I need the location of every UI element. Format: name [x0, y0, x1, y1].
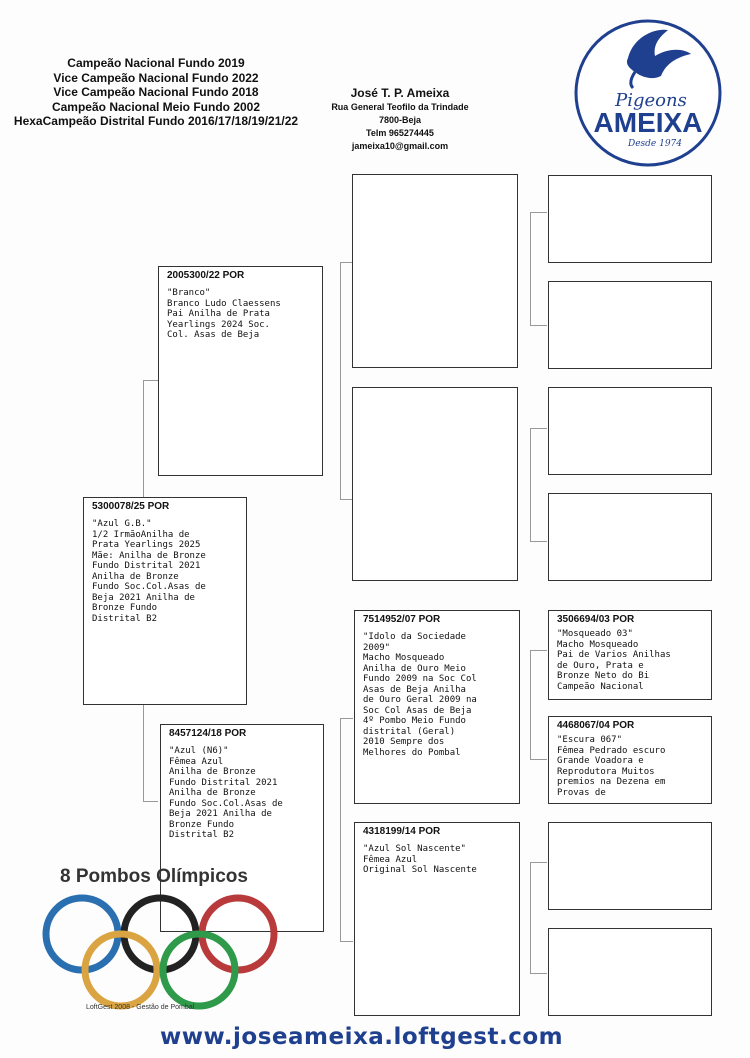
olympic-rings-icon [40, 892, 280, 1012]
address-line-2: 7800-Beja [378, 115, 422, 125]
gen4-card-3 [548, 387, 712, 475]
email: jameixa10@gmail.com [351, 141, 449, 151]
owner-name: José T. P. Ameixa [350, 86, 450, 100]
olympic-title: 8 Pombos Olímpicos [60, 866, 248, 887]
logo-main-text: AMEIXA [593, 107, 703, 138]
achievement-1: Campeão Nacional Fundo 2019 [67, 56, 245, 70]
gen4-card-5 [548, 610, 712, 700]
connector-gen3d [530, 862, 547, 974]
sire-description: "Branco" Branco Ludo Claessens Pai Anilha de Prata Yearlings 2024 Soc. Col. Asas de Beja [167, 288, 281, 340]
gen4-card-6 [548, 716, 712, 804]
dam-sire-description: "Idolo da Sociedade 2009" Macho Mosqueado Anilha de Ouro Meio Fundo 2009 na Soc Col Asas de Beja Anilha de Ouro Geral 2009 na Soc Col Asas de Beja 4º Pombo Meio Fundo distrital (Geral) 2010 Sempre dos Melhores do Pombal [363, 632, 477, 758]
website-link[interactable]: www.joseameixa.loftgest.com [160, 1024, 564, 1050]
sire-card [158, 266, 323, 476]
dam-sire-dam-description: "Escura 067" Fêmea Pedrado escuro Grande Voadora e Reprodutora Muitos premios na Dezena em Provas de [557, 735, 666, 798]
dam-sire-sire-description: "Mosqueado 03" Macho Mosqueado Pai de Varios Anilhas de Ouro, Prata e Bronze Neto do Bi Campeão Nacional [557, 629, 671, 692]
achievement-2: Vice Campeão Nacional Fundo 2022 [53, 70, 259, 85]
software-credit: LoftGest 2008 - Gestão de Pombal [86, 1004, 195, 1011]
address-line-1: Rua General Teofilo da Trindade [331, 102, 469, 112]
connector-gen3b [530, 428, 547, 542]
pigeons-ameixa-logo [573, 18, 723, 168]
dam-sire-dam-ring: 4468067/04 POR [557, 720, 635, 731]
logo-since: Desde 1974 [627, 139, 683, 149]
achievements-list [6, 56, 306, 129]
achievement-4: Campeão Nacional Meio Fundo 2002 [51, 99, 261, 114]
dam-description: "Azul (N6)" Fêmea Azul Anilha de Bronze Fundo Distrital 2021 Anilha de Bronze Fundo Soc.Col.Asas de Beja 2021 Anilha de Bronze Fundo Distrital B2 [169, 746, 283, 840]
gen4-card-8 [548, 928, 712, 1016]
dam-dam-ring: 4318199/14 POR [363, 826, 441, 837]
sire-dam-card [352, 387, 518, 581]
connector-gen3c [530, 650, 547, 760]
phone: Telm 965274445 [366, 128, 434, 138]
achievement-3: Vice Campeão Nacional Fundo 2018 [53, 85, 259, 99]
subject-description: "Azul G.B." 1/2 IrmãoAnilha de Prata Yearlings 2025 Mãe: Anilha de Bronze Fundo Distrital 2021 Anilha de Bronze Fundo Soc.Col.Asas de Beja 2021 Anilha de Bronze Fundo Distrital B2 [92, 519, 206, 624]
owner-contact [310, 86, 490, 153]
sire-ring: 2005300/22 POR [167, 270, 245, 281]
gen4-card-2 [548, 281, 712, 369]
dam-sire-ring: 7514952/07 POR [363, 614, 441, 625]
connector-dam [340, 718, 353, 942]
dam-dam-card [354, 822, 520, 1016]
gen4-card-4 [548, 493, 712, 581]
achievement-5: HexaCampeão Distrital Fundo 2016/17/18/19/21/22 [13, 114, 299, 128]
gen4-card-1 [548, 175, 712, 263]
dam-sire-card [354, 610, 520, 804]
subject-ring: 5300078/25 POR [92, 501, 170, 512]
subject-pigeon-card [83, 497, 247, 705]
connector-gen3a [530, 212, 547, 326]
gen4-card-7 [548, 822, 712, 910]
dam-ring: 8457124/18 POR [169, 728, 247, 739]
logo-top-text: Pigeons [615, 90, 687, 111]
dam-sire-sire-ring: 3506694/03 POR [557, 614, 635, 625]
dam-dam-description: "Azul Sol Nascente" Fêmea Azul Original Sol Nascente [363, 844, 477, 875]
sire-sire-card [352, 174, 518, 368]
